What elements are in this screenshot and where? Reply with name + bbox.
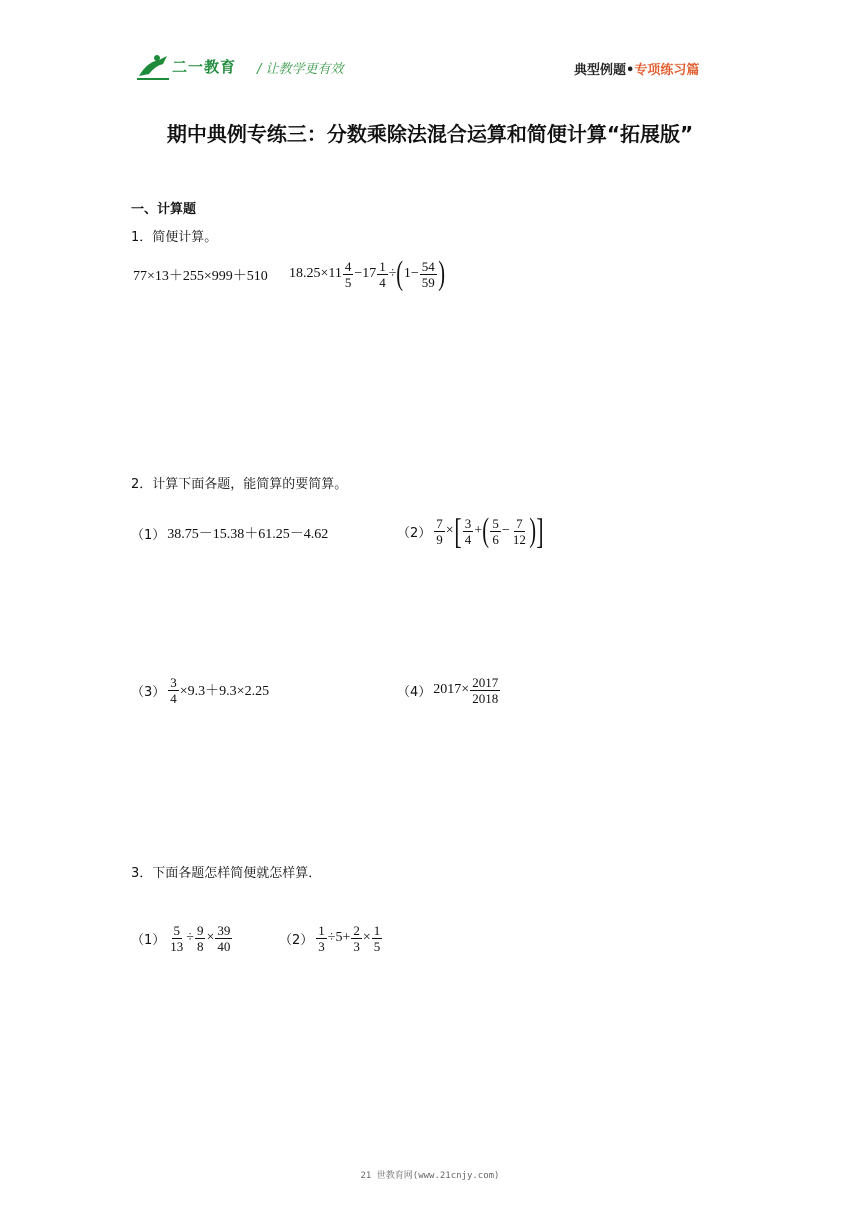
fraction — [372, 923, 383, 954]
denominator: 59 — [421, 274, 435, 290]
question-3-part-2 — [279, 918, 383, 958]
numerator: 4 — [344, 258, 352, 274]
expr-text: −17 — [354, 266, 377, 281]
question-2-part-3 — [131, 670, 269, 710]
part-label: （1） — [131, 932, 166, 948]
question-2-stem: 2．计算下面各题，能简算的要简算。 — [131, 477, 348, 492]
numerator: 1 — [379, 258, 386, 274]
expr-text: 38.75－15.38＋61.25－4.62 — [167, 527, 329, 542]
denominator: 3 — [353, 938, 360, 954]
left-bracket: [ — [454, 511, 462, 551]
fraction — [195, 923, 206, 954]
expr-text: 2017× — [433, 682, 470, 697]
denominator: 13 — [170, 938, 184, 954]
operator: ÷5+ — [327, 930, 351, 945]
brand-slogan: / 让教学更有效 — [257, 62, 344, 77]
question-2-part-2 — [397, 508, 544, 554]
fraction — [168, 923, 185, 954]
denominator: 4 — [170, 690, 177, 706]
denominator: 12 — [512, 531, 526, 547]
fraction — [343, 259, 354, 290]
expr-text: 18.25×11 — [289, 266, 342, 281]
question-1-stem: 1．简便计算。 — [131, 230, 218, 245]
question-3-stem: 3．下面各题怎样简便就怎样算． — [131, 866, 322, 881]
fraction — [316, 923, 327, 954]
denominator: 4 — [464, 531, 472, 547]
part-label: （4） — [397, 684, 432, 700]
right-paren: ) — [437, 255, 445, 292]
section-heading: 一、计算题 — [131, 202, 197, 217]
denominator: 2018 — [472, 690, 499, 706]
operator: ÷ — [388, 266, 397, 281]
right-paren: ) — [529, 512, 536, 549]
header-badge — [574, 59, 699, 78]
denominator: 5 — [344, 274, 352, 290]
numerator: 3 — [464, 515, 472, 531]
question-2-part-1 — [131, 522, 328, 544]
numerator: 7 — [516, 515, 523, 531]
fraction — [434, 516, 445, 547]
fraction — [215, 923, 232, 954]
question-2-part-4 — [397, 670, 501, 710]
fraction — [168, 675, 179, 706]
denominator: 9 — [436, 531, 443, 547]
operator: × — [362, 930, 371, 945]
expr-text: 77×13＋255×999＋510 — [133, 269, 268, 284]
fraction — [470, 675, 500, 706]
operator: × — [206, 930, 215, 945]
numerator: 7 — [436, 515, 443, 531]
numerator: 1 — [318, 922, 325, 938]
operator: + — [474, 523, 483, 538]
page-footer: 21 世教育网(www.21cnjy.com) — [360, 1171, 500, 1181]
part-label: （2） — [279, 932, 314, 948]
right-bracket: ] — [536, 511, 544, 551]
part-label: （1） — [131, 527, 166, 543]
denominator: 40 — [217, 938, 231, 954]
part-label: （3） — [131, 684, 166, 700]
denominator: 6 — [492, 531, 499, 547]
operator: × — [445, 523, 454, 538]
numerator: 2 — [353, 922, 360, 938]
denominator: 8 — [196, 938, 204, 954]
question-1-expr-1 — [133, 258, 268, 292]
numerator: 2017 — [472, 674, 499, 690]
badge-part1: 典型例题• — [574, 63, 635, 78]
fraction — [511, 516, 528, 547]
numerator: 54 — [421, 258, 435, 274]
numerator: 39 — [217, 922, 231, 938]
fraction — [463, 516, 474, 547]
fraction — [377, 259, 388, 290]
numerator: 5 — [492, 515, 499, 531]
numerator: 3 — [170, 674, 177, 690]
left-paren: ( — [482, 512, 490, 549]
denominator: 4 — [379, 274, 386, 290]
denominator: 5 — [373, 938, 381, 954]
page-title: 期中典例专练三：分数乘除法混合运算和简便计算“拓展版” — [166, 122, 694, 146]
operator: ÷ — [186, 930, 194, 945]
left-paren: ( — [396, 255, 404, 292]
numerator: 9 — [196, 922, 204, 938]
fraction — [420, 259, 437, 290]
operator: − — [501, 523, 510, 538]
fraction — [490, 516, 501, 547]
expr-text: ×9.3＋9.3×2.25 — [179, 684, 270, 699]
question-3-part-1 — [131, 918, 233, 958]
numerator: 5 — [173, 922, 181, 938]
denominator: 3 — [318, 938, 325, 954]
expr-text: 1− — [403, 266, 419, 281]
numerator: 1 — [373, 922, 381, 938]
fraction — [351, 923, 362, 954]
brand-name: 二一教育 — [172, 58, 237, 76]
part-label: （2） — [397, 525, 432, 541]
question-1-expr-2 — [289, 254, 445, 294]
badge-part2: 专项练习篇 — [634, 63, 700, 78]
